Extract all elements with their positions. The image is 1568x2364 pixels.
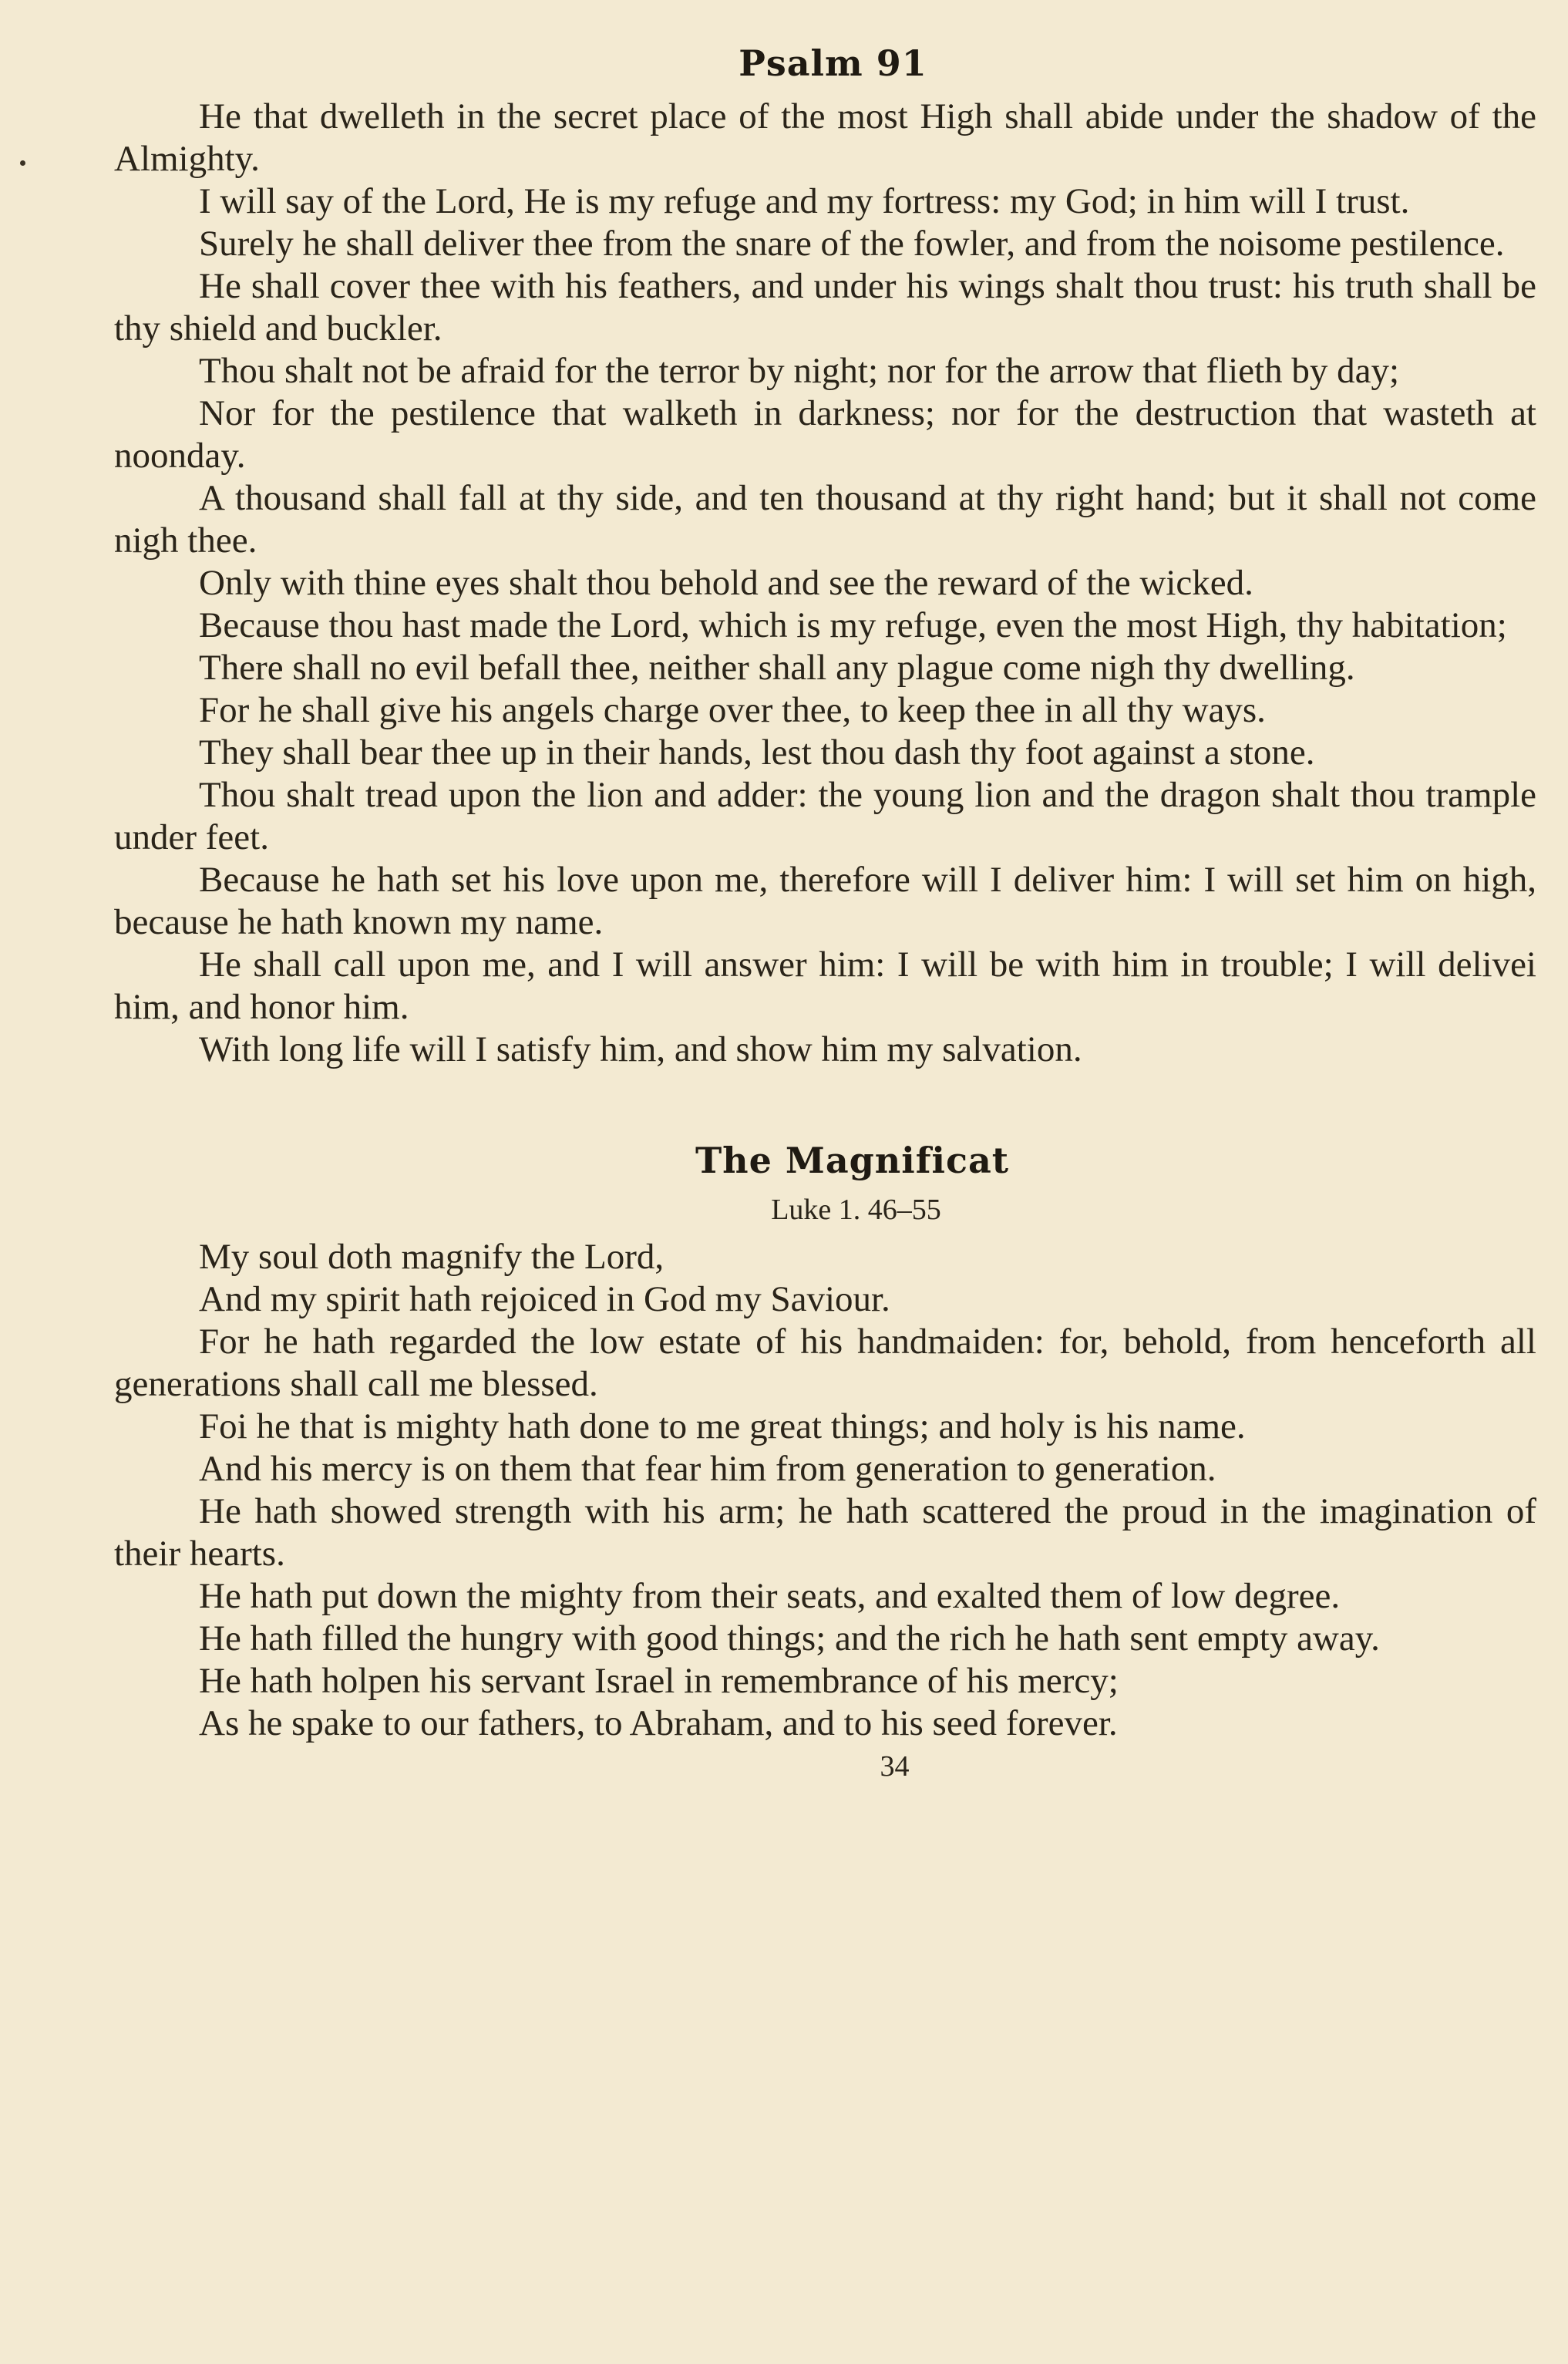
magnificat-verse-10: As he spake to our fathers, to Abraham, and to his seed forever. [199,1703,1118,1743]
magnificat-title: The Magnificat [695,1140,1010,1181]
psalm-verse-15: He shall call upon me, and I will answer him: I will be with him in trouble; I will delivei him, and honor him. [114,945,1536,1027]
psalm-verse-4: He shall cover thee with his feathers, and under his wings shalt thou trust: his truth shall be thy shield and buckler. [114,266,1536,349]
psalm-verse-14: Because he hath set his love upon me, therefore will I deliver him: I will set him on high, because he hath known my name. [114,860,1536,942]
magnificat-verse-8: He hath filled the hungry with good things; and the rich he hath sent empty away. [199,1618,1380,1659]
psalm-verse-1: He that dwelleth in the secret place of the most High shall abide under the shadow of the Almighty. [114,96,1536,179]
psalm-verse-12: They shall bear thee up in their hands, lest thou dash thy foot against a stone. [199,732,1315,773]
magnificat-verse-2: And my spirit hath rejoiced in God my Saviour. [199,1279,890,1319]
scripture-reference: Luke 1. 46–55 [771,1194,941,1226]
magnificat-verse-3: For he hath regarded the low estate of his handmaiden: for, behold, from henceforth all generations shall call me blessed. [114,1322,1536,1404]
magnificat-verse-1: My soul doth magnify the Lord, [199,1237,665,1277]
magnificat-verse-9: He hath holpen his servant Israel in remembrance of his mercy; [199,1661,1119,1701]
psalm-verse-11: For he shall give his angels charge over thee, to keep thee in all thy ways. [199,690,1266,730]
psalm-verse-3: Surely he shall deliver thee from the snare of the fowler, and from the noisome pestilence. [199,224,1505,264]
magnificat-verse-5: And his mercy is on them that fear him from generation to generation. [199,1449,1216,1489]
magnificat-verse-4: Foi he that is mighty hath done to me great things; and holy is his name. [199,1406,1246,1446]
psalm-verse-16: With long life will I satisfy him, and show him my salvation. [199,1029,1082,1069]
page-content [114,39,1536,1783]
section-gap [114,1071,1536,1136]
psalm-verse-7: A thousand shall fall at thy side, and ten thousand at thy right hand; but it shall not come nigh thee. [114,478,1536,561]
psalm-verse-9: Because thou hast made the Lord, which is my refuge, even the most High, thy habitation; [199,605,1507,645]
magnificat-verses [114,1236,1536,1745]
page-number: 34 [880,1750,910,1783]
psalm-title: Psalm 91 [739,42,927,84]
psalm-verse-5: Thou shalt not be afraid for the terror by night; nor for the arrow that flieth by day; [199,351,1400,391]
psalm-verse-8: Only with thine eyes shalt thou behold and see the reward of the wicked. [199,563,1253,603]
psalm-verse-2: I will say of the Lord, He is my refuge and my fortress: my God; in him will I trust. [199,181,1410,221]
magnificat-verse-6: He hath showed strength with his arm; he hath scattered the proud in the imagination of their hearts. [114,1491,1536,1574]
magnificat-verse-7: He hath put down the mighty from their seats, and exalted them of low degree. [199,1576,1341,1616]
psalm-verse-10: There shall no evil befall thee, neither shall any plague come nigh thy dwelling. [199,648,1355,688]
psalm-verse-13: Thou shalt tread upon the lion and adder: the young lion and the dragon shalt thou trample under feet. [114,775,1536,857]
psalm-verses [114,96,1536,1071]
psalm-verse-6: Nor for the pestilence that walketh in darkness; nor for the destruction that wasteth at noonday. [114,393,1536,476]
margin-speck [20,160,25,166]
